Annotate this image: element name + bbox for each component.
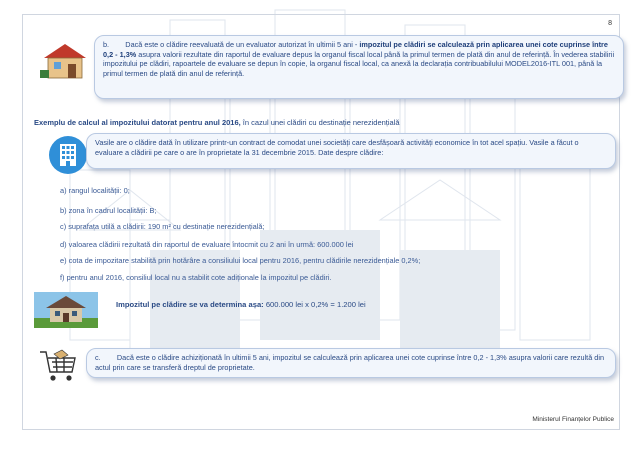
intro-text: Vasile are o clădire dată în utilizare printr-un contract de comodat unei societăți care desfășoară activități economice în tot acel spațiu. Vasile a făcut o evaluare a clădirii pe care o are în proprietate la 31 decembrie 2015. Date despre clădire: — [95, 138, 579, 157]
building-icon — [48, 135, 88, 175]
list-item-f: f) pentru anul 2016, consiliul local nu a stabilit cote adiționale la impozitul pe clădiri. — [60, 273, 332, 282]
callout-b-rest: asupra valorii rezultate din raportul de evaluare depus la organul fiscal local până la primul termen de plată din anul de referință. În vederea stabilirii impozitului pe clădiri, rapoartele de evaluare se depun în copie, la organul fiscal local, ca anexă la declarația contribuabilului MODEL2016-ITL 001, până la primul termen de plată din anul de referință. — [103, 49, 615, 78]
footer-ministry: Ministerul Finanțelor Publice — [532, 416, 614, 423]
list-item-e: e) cota de impozitare stabilită prin hotărâre a consiliului local pentru 2016, pentru clădirile nerezidențiale 0,2%; — [60, 256, 421, 265]
house-icon — [38, 40, 92, 80]
tax-result — [116, 300, 366, 309]
callout-b — [94, 35, 624, 99]
tax-result-value: 600.000 lei x 0,2% = 1.200 lei — [263, 300, 366, 309]
page-number: 8 — [608, 20, 612, 27]
house-photo-icon — [34, 292, 98, 328]
list-item-a: a) rangul localității: 0; — [60, 186, 130, 195]
shopping-cart-icon — [38, 348, 78, 384]
list-item-d: d) valoarea clădirii rezultată din raportul de evaluare întocmit cu 2 ani în urmă: 600.000 lei — [60, 240, 354, 249]
callout-b-prefix: b. Dacă este o clădire reevaluată de un evaluator autorizat în ultimii 5 ani - — [103, 40, 360, 49]
tax-result-bold: Impozitul pe clădire se va determina așa: — [116, 300, 264, 309]
intro-callout — [86, 133, 616, 169]
list-item-b: b) zona în cadrul localității: B; — [60, 206, 157, 215]
example-heading-bold: Exemplu de calcul al impozitului datorat pentru anul 2016, — [34, 118, 241, 127]
callout-c-text: c. Dacă este o clădire achiziționată în ultimii 5 ani, impozitul se calculează prin aplicarea unei cote cuprinse între 0,2 - 1,3% asupra valorii care rezultă din actul prin care se transferă dreptul de proprietate. — [95, 353, 605, 372]
callout-b-bold: impozitul pe clădiri se calculează prin aplicarea unei cote cuprinse între 0,2 - 1,3% — [103, 40, 608, 59]
example-heading-rest: în cazul unei clădiri cu destinație nerezidențială — [240, 118, 400, 127]
list-item-c: c) suprafața utilă a clădirii: 190 m² cu destinație nerezidențială; — [60, 222, 265, 231]
example-heading — [34, 118, 400, 127]
callout-c — [86, 348, 616, 378]
